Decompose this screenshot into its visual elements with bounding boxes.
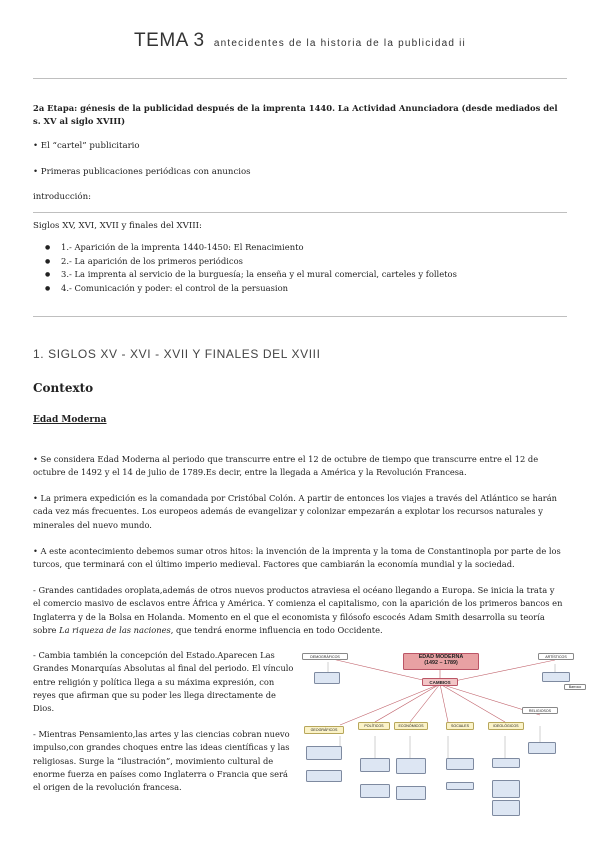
economicos-node: ECONÓMICOS [394, 722, 428, 730]
divider [33, 212, 567, 213]
divider [33, 78, 567, 79]
siglos-label: Siglos XV, XVI, XVII y finales del XVIII: [33, 221, 202, 231]
list-item: ● 1.- Aparición de la imprenta 1440-1450: El Renacimiento [45, 241, 457, 255]
topics-list [45, 241, 457, 296]
leaf-node [542, 672, 570, 682]
leaf-node [492, 800, 520, 816]
barroco-node: Barroco [564, 684, 586, 690]
node-years: (1492 – 1789) [424, 660, 458, 666]
sociales-node: SOCIALES [446, 722, 474, 730]
etapa-heading: 2a Etapa: génesis de la publicidad después de la imprenta 1440. La Actividad Anunciadora (desde mediados del s. XV al siglo XVIII) [33, 103, 558, 126]
paragraph: • Se considera Edad Moderna al periodo que transcurre entre el 12 de octubre de tiempo que transcurre entre el 12 de octubre de 1492 y el 14 de julio de 1789.Es decir, entre la llegada a América y la Revolución Francesa. [33, 454, 539, 478]
ideologicos-node: IDEOLÓGICOS [488, 722, 524, 730]
artisticos-node: ARTÍSTICOS [538, 653, 574, 660]
intro-item-cartel: • El “cartel” publicitario [33, 141, 140, 151]
list-item: ● 2.- La aparición de los primeros periódicos [45, 255, 457, 269]
paragraph: • La primera expedición es la comandada por Cristóbal Colón. A partir de entonces los viajes a través del Atlántico se harán cada vez más frecuentes. Los europeos además de evangelizar y colonizar empezarán a explotar los recursos naturales y minerales del nuevo mundo. [33, 493, 558, 530]
demograficos-node: DEMOGRÁFICOS [302, 653, 348, 660]
leaf-node [360, 758, 390, 772]
intro-item-publicaciones: • Primeras publicaciones periódicas con anuncios [33, 167, 251, 177]
paragraph-text: , que tendrá enorme influencia en todo Occidente. [170, 624, 383, 635]
list-item: ● 3.- La imprenta al servicio de la burguesía; la enseña y el mural comercial, carteles y folletos [45, 268, 457, 282]
politicos-node: POLÍTICOS [358, 722, 390, 730]
paragraph: - Cambia también la concepción del Estado.Aparecen Las Grandes Monarquías Absolutas al final del periodo. El vínculo entre religión y política llega a su máxima expresión, con reyes que afirman que su poder les llega directamente de Dios. [33, 650, 294, 714]
geograficos-node: GEOGRÁFICOS [304, 726, 344, 734]
section-heading: 1. SIGLOS XV - XVI - XVII Y FINALES DEL XVIII [33, 347, 321, 361]
paragraph [33, 584, 563, 637]
node-title: EDAD MODERNA [418, 654, 464, 660]
book-title: La riqueza de las naciones [59, 624, 171, 635]
divider [33, 316, 567, 317]
title-main: TEMA 3 [134, 30, 205, 51]
paragraph: • A este acontecimiento debemos sumar otros hitos: la invención de la imprenta y la toma de Constantinopla por parte de los turcos, que terminará con el último imperio medieval. Factores que cambiarán la economía mundial y la sociedad. [33, 546, 561, 570]
list-item: ● 4.- Comunicación y poder: el control de la persuasion [45, 282, 457, 296]
religiosos-node: RELIGIOSOS [522, 707, 558, 714]
leaf-node [492, 758, 520, 768]
title-sub: antecidentes de la historia de la publicidad ii [213, 38, 466, 49]
leaf-node [306, 770, 342, 782]
leaf-node [396, 758, 426, 774]
edad-moderna-node [403, 653, 479, 670]
leaf-node [446, 758, 474, 770]
leaf-node [396, 786, 426, 800]
leaf-node [314, 672, 340, 684]
leaf-node [446, 782, 474, 790]
leaf-node [528, 742, 556, 754]
contexto-heading: Contexto [33, 381, 94, 395]
edad-moderna-heading: Edad Moderna [33, 415, 107, 425]
leaf-node [360, 784, 390, 798]
leaf-node [492, 780, 520, 798]
paragraph: - Mientras Pensamiento,las artes y las ciencias cobran nuevo impulso,con grandes choques entre las ideas científicas y las religiosas. Surge la “ilustración”, movimiento cultural de enorme fuerza en países como Inglaterra o Francia que será el origen de la revolución francesa. [33, 729, 290, 793]
introduccion-label: introducción: [33, 192, 92, 202]
page-title [0, 30, 600, 52]
paragraph-text: - Grandes cantidades oroplata,además de otros nuevos productos atraviesa el océano llegando a Europa. Se inicia la trata y el comercio masivo de esclavos entre África y América. Y comienza el capitalismo, con la aparición de los primeros bancos en Inglaterra y de la Bolsa en Holanda. Momento en el que el economista y filósofo escocés Adam Smith desarrolla su teoría sobre [33, 585, 563, 635]
concept-map [300, 650, 590, 830]
cambios-node: CAMBIOS [422, 678, 458, 686]
leaf-node [306, 746, 342, 760]
